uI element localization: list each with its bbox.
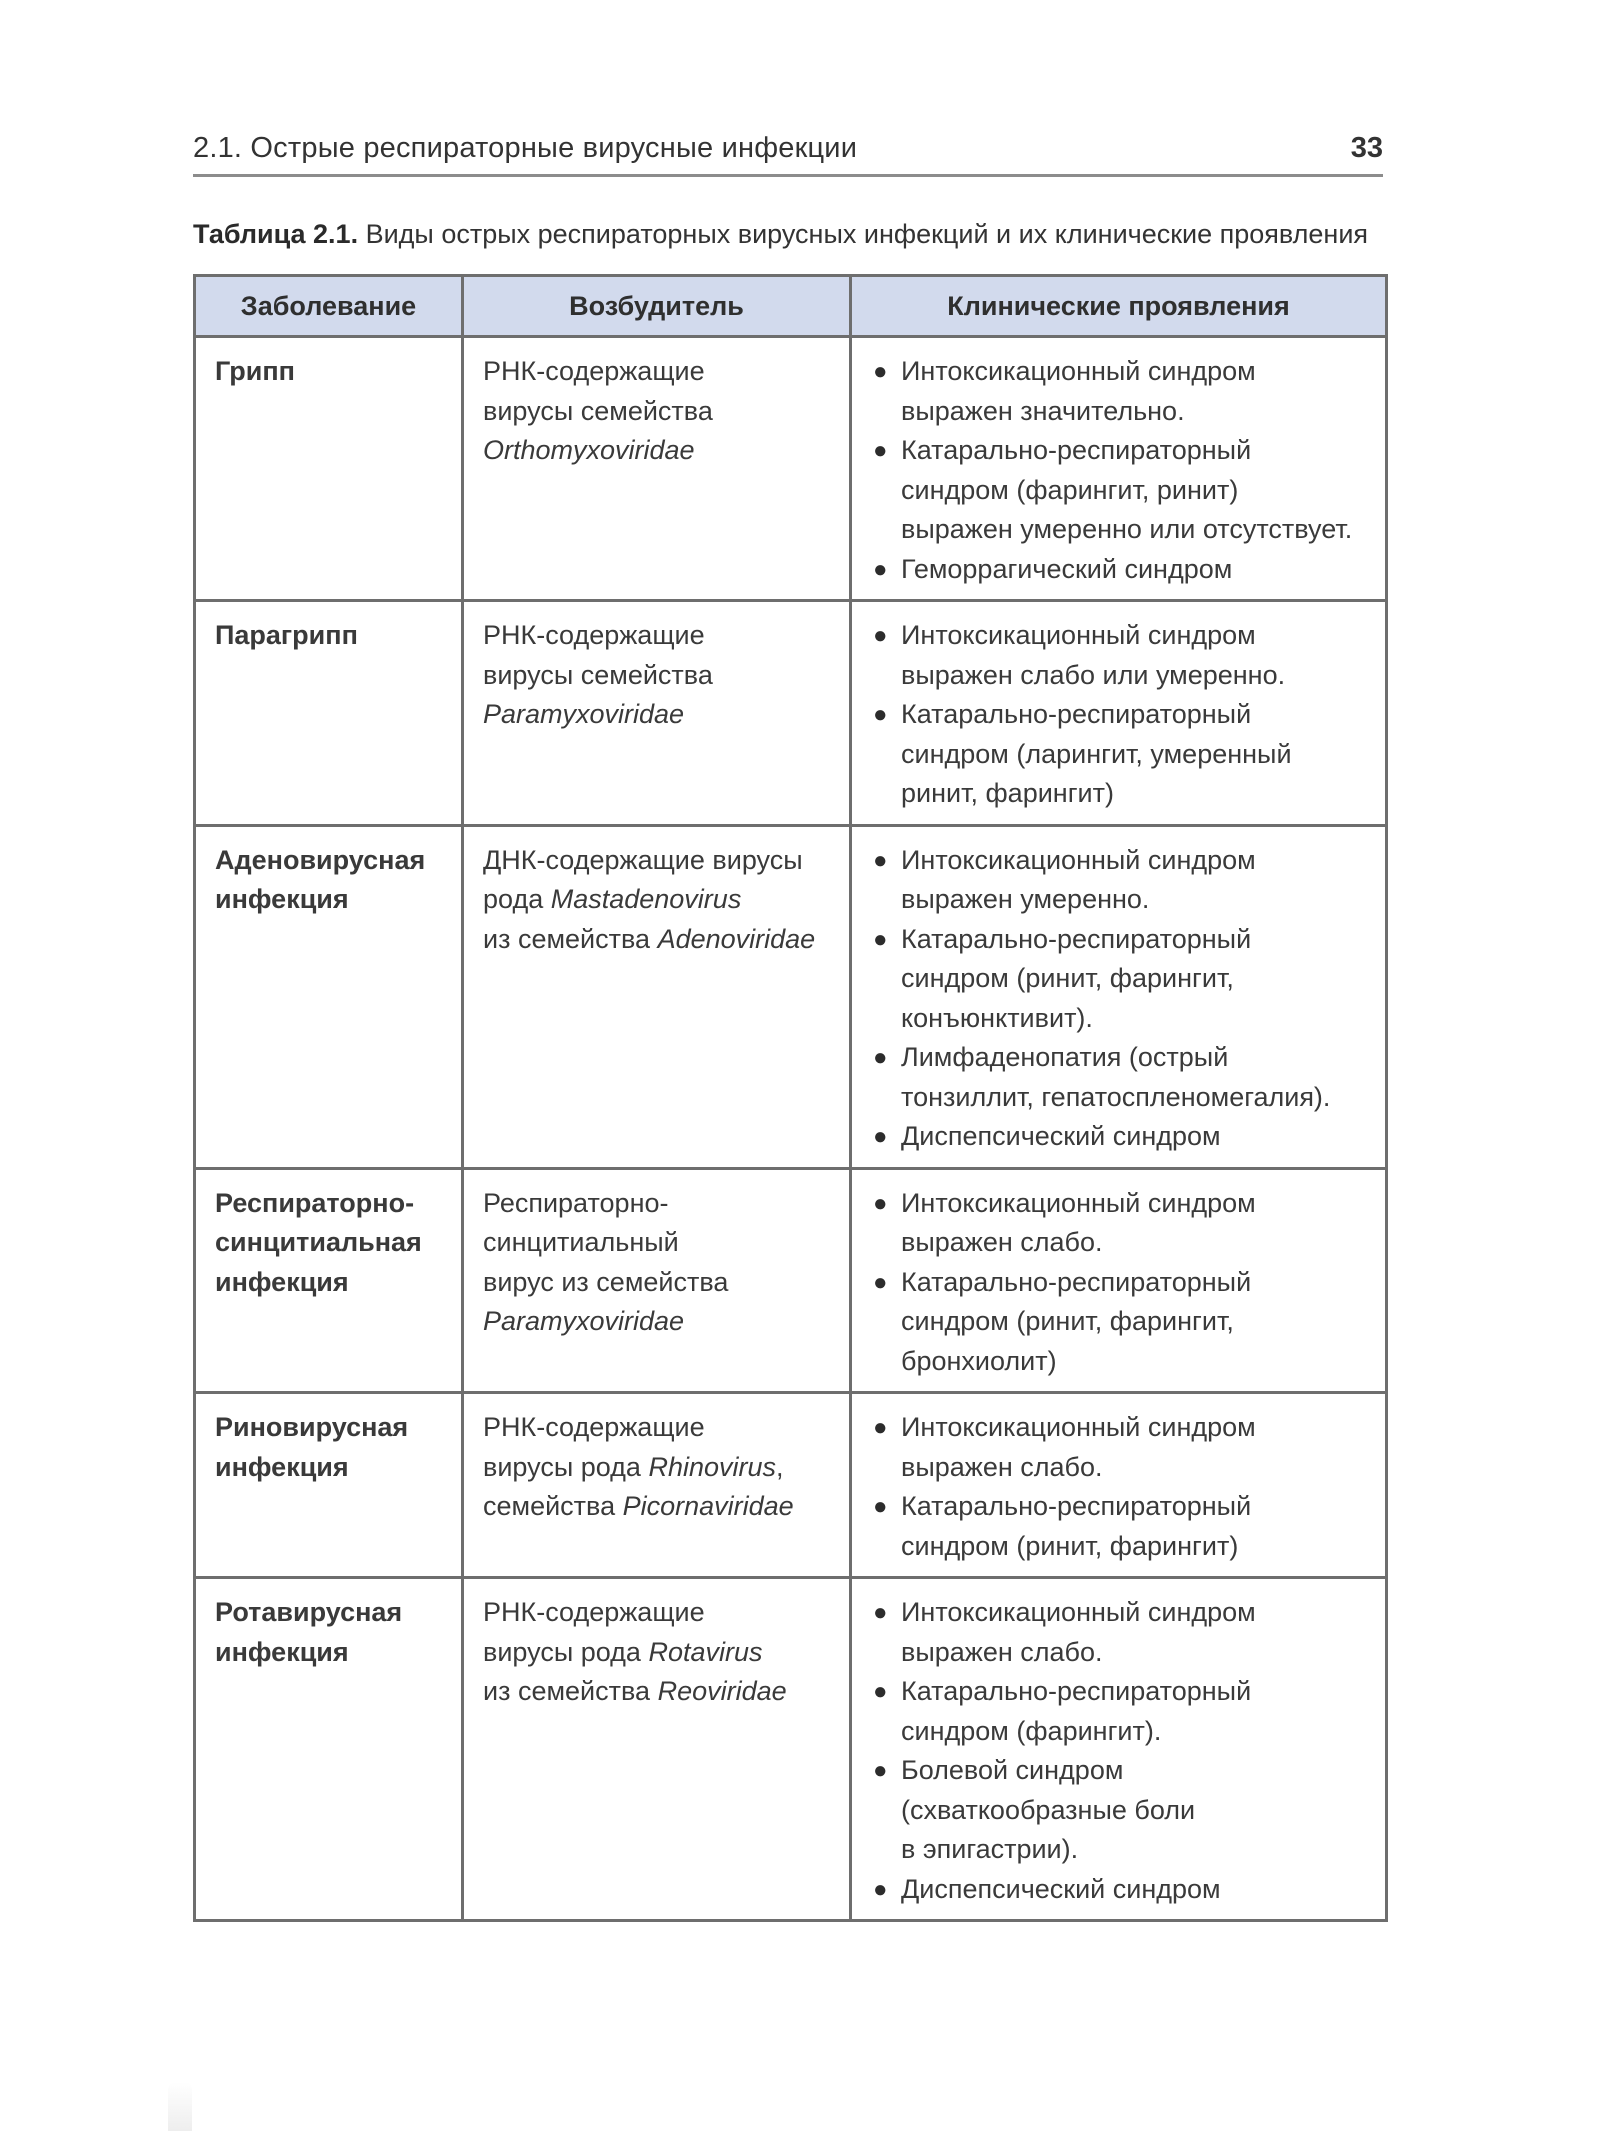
bullet-icon: ● bbox=[873, 846, 888, 874]
bullet-icon: ● bbox=[873, 925, 888, 953]
symptoms-cell bbox=[851, 601, 1387, 826]
symptom-line: выражен слабо или умеренно. bbox=[901, 659, 1286, 690]
symptoms-cell bbox=[851, 1393, 1387, 1578]
page-number: 33 bbox=[1350, 132, 1383, 164]
disease-name-line: Грипп bbox=[215, 356, 295, 386]
symptom-line: Катарально-респираторный bbox=[901, 1266, 1252, 1297]
table-row bbox=[195, 825, 1387, 1168]
symptoms-list bbox=[871, 1593, 1367, 1909]
symptom-line: Лимфаденопатия (острый bbox=[901, 1042, 1229, 1072]
agent-line bbox=[483, 392, 831, 432]
symptoms-cell bbox=[851, 1578, 1387, 1921]
symptom-line: Диспепсический синдром bbox=[901, 1121, 1221, 1151]
bullet-icon: ● bbox=[873, 1493, 888, 1520]
symptom-item bbox=[871, 431, 1367, 550]
agent-text: вирусы семейства bbox=[483, 659, 713, 690]
agent-line bbox=[483, 1263, 831, 1303]
table-row bbox=[195, 1168, 1387, 1393]
symptom-line: Интоксикационный синдром bbox=[901, 356, 1256, 386]
symptom-line: Катарально-респираторный bbox=[901, 1676, 1252, 1706]
agent-line bbox=[483, 695, 831, 735]
disease-cell bbox=[195, 1578, 463, 1921]
symptom-item bbox=[871, 1487, 1367, 1566]
symptom-line: синдром (ринит, фарингит, bbox=[901, 1306, 1234, 1336]
bullet-icon: ● bbox=[873, 622, 888, 649]
table-row bbox=[195, 601, 1387, 826]
disease-name-line: Ротавирусная bbox=[215, 1597, 403, 1627]
disease-cell bbox=[195, 601, 463, 826]
agent-text: Респираторно- bbox=[483, 1187, 669, 1218]
bullet-icon: ● bbox=[873, 1678, 888, 1705]
symptom-line: Интоксикационный синдром bbox=[901, 1412, 1256, 1442]
table-row bbox=[195, 337, 1387, 601]
agent-line bbox=[483, 352, 831, 392]
bullet-icon: ● bbox=[873, 437, 888, 464]
bullet-icon: ● bbox=[873, 1414, 888, 1441]
symptom-item bbox=[871, 1870, 1367, 1910]
symptom-line: синдром (ринит, фарингит, bbox=[901, 963, 1234, 993]
agent-line bbox=[483, 431, 831, 471]
disease-name-line: Парагрипп bbox=[215, 620, 358, 650]
agent-text: синцитиальный bbox=[483, 1227, 679, 1257]
symptom-line: синдром (ларингит, умеренный bbox=[901, 738, 1292, 769]
symptoms-list bbox=[871, 1408, 1367, 1566]
symptom-line: Катарально-респираторный bbox=[901, 1491, 1252, 1521]
table-body bbox=[195, 337, 1387, 1921]
symptom-line: в эпигастрии). bbox=[901, 1834, 1079, 1864]
symptom-item bbox=[871, 1038, 1367, 1117]
symptom-item bbox=[871, 920, 1367, 1039]
symptom-line: бронхиолит) bbox=[901, 1345, 1057, 1376]
agent-line bbox=[483, 1633, 831, 1673]
infections-table bbox=[193, 274, 1388, 1922]
agent-text: рода bbox=[483, 884, 551, 914]
symptom-line: тонзиллит, гепатоспленомегалия). bbox=[901, 1081, 1331, 1112]
scan-artifact bbox=[168, 2082, 192, 2131]
agent-line bbox=[483, 880, 831, 920]
bullet-icon: ● bbox=[873, 1044, 888, 1071]
symptom-item bbox=[871, 1672, 1367, 1751]
agent-text: вирусы рода bbox=[483, 1451, 649, 1482]
taxon-name: Orthomyxoviridae bbox=[483, 435, 695, 465]
disease-cell bbox=[195, 825, 463, 1168]
table-row bbox=[195, 1393, 1387, 1578]
symptom-line: синдром (фарингит, ринит) bbox=[901, 474, 1239, 505]
taxon-name: Mastadenovirus bbox=[550, 884, 742, 914]
agent-cell bbox=[463, 337, 851, 601]
symptoms-cell bbox=[851, 825, 1387, 1168]
symptom-line: Катарально-респираторный bbox=[901, 699, 1252, 729]
bullet-icon: ● bbox=[873, 1123, 888, 1150]
table-caption bbox=[193, 214, 1393, 254]
disease-name-line: синцитиальная bbox=[215, 1227, 422, 1257]
column-header-disease: Заболевание bbox=[195, 276, 463, 337]
symptom-line: Геморрагический синдром bbox=[901, 553, 1233, 584]
bullet-icon: ● bbox=[873, 555, 888, 583]
agent-text: РНК-содержащие bbox=[483, 620, 705, 650]
bullet-icon: ● bbox=[873, 701, 888, 728]
symptom-line: Интоксикационный синдром bbox=[901, 844, 1256, 875]
symptoms-list bbox=[871, 616, 1367, 814]
symptom-line: Катарально-респираторный bbox=[901, 435, 1252, 465]
taxon-name: Picornaviridae bbox=[622, 1491, 794, 1521]
disease-name-line: инфекция bbox=[215, 1636, 349, 1667]
symptom-line: синдром (фарингит). bbox=[901, 1715, 1162, 1746]
taxon-name: Reoviridae bbox=[657, 1676, 787, 1706]
table-caption-text: Виды острых респираторных вирусных инфекций и их клинические проявления bbox=[358, 219, 1369, 249]
agent-line bbox=[483, 1672, 831, 1712]
agent-text: вирус из семейства bbox=[483, 1266, 729, 1297]
section-title: 2.1. Острые респираторные вирусные инфекции bbox=[193, 132, 858, 164]
agent-text: ДНК-содержащие вирусы bbox=[483, 844, 803, 875]
symptom-line: (схваткообразные боли bbox=[901, 1794, 1196, 1825]
symptom-line: выражен умеренно или отсутствует. bbox=[901, 514, 1353, 544]
symptom-item bbox=[871, 1751, 1367, 1870]
symptoms-cell bbox=[851, 1168, 1387, 1393]
disease-cell bbox=[195, 1168, 463, 1393]
agent-cell bbox=[463, 1578, 851, 1921]
symptom-item bbox=[871, 695, 1367, 814]
disease-name-line: инфекция bbox=[215, 1266, 349, 1297]
agent-line bbox=[483, 616, 831, 656]
symptom-line: ринит, фарингит) bbox=[901, 778, 1114, 808]
symptom-line: выражен умеренно. bbox=[901, 884, 1150, 914]
symptom-line: Диспепсический синдром bbox=[901, 1873, 1221, 1904]
agent-line bbox=[483, 1408, 831, 1448]
symptom-line: выражен слабо. bbox=[901, 1227, 1103, 1257]
agent-line bbox=[483, 920, 831, 960]
symptom-line: Болевой синдром bbox=[901, 1755, 1124, 1785]
agent-text: вирусы рода bbox=[483, 1636, 649, 1667]
symptoms-list bbox=[871, 1184, 1367, 1382]
taxon-name: Rotavirus bbox=[648, 1636, 763, 1667]
taxon-name: Paramyxoviridae bbox=[483, 1306, 685, 1336]
agent-text: РНК-содержащие bbox=[483, 1412, 705, 1442]
symptom-item bbox=[871, 1184, 1367, 1263]
symptom-line: выражен значительно. bbox=[901, 395, 1185, 426]
agent-cell bbox=[463, 601, 851, 826]
bullet-icon: ● bbox=[873, 1599, 888, 1626]
symptom-line: выражен слабо. bbox=[901, 1451, 1103, 1482]
symptom-item bbox=[871, 841, 1367, 920]
symptom-item bbox=[871, 1263, 1367, 1382]
agent-line bbox=[483, 1223, 831, 1263]
bullet-icon: ● bbox=[873, 1875, 888, 1903]
taxon-name: Rhinovirus bbox=[648, 1451, 777, 1482]
bullet-icon: ● bbox=[873, 1757, 888, 1784]
agent-cell bbox=[463, 1393, 851, 1578]
symptom-line: конъюнктивит). bbox=[901, 1002, 1093, 1033]
bullet-icon: ● bbox=[873, 1189, 888, 1217]
agent-text: вирусы семейства bbox=[483, 395, 713, 426]
symptom-item bbox=[871, 352, 1367, 431]
symptom-line: Интоксикационный синдром bbox=[901, 1597, 1256, 1627]
agent-line bbox=[483, 1593, 831, 1633]
symptom-line: Катарально-респираторный bbox=[901, 923, 1252, 954]
disease-name-line: инфекция bbox=[215, 1451, 349, 1482]
agent-line bbox=[483, 841, 831, 881]
symptoms-list bbox=[871, 841, 1367, 1157]
agent-text: , bbox=[776, 1451, 784, 1482]
table-row bbox=[195, 1578, 1387, 1921]
disease-name-line: Респираторно- bbox=[215, 1187, 415, 1218]
disease-name-line: инфекция bbox=[215, 884, 349, 914]
column-header-agent: Возбудитель bbox=[463, 276, 851, 337]
agent-line bbox=[483, 656, 831, 696]
disease-name-line: Риновирусная bbox=[215, 1412, 409, 1442]
symptoms-list bbox=[871, 352, 1367, 589]
running-header bbox=[193, 126, 1383, 177]
agent-cell bbox=[463, 825, 851, 1168]
bullet-icon: ● bbox=[873, 1268, 888, 1296]
taxon-name: Paramyxoviridae bbox=[483, 699, 685, 729]
agent-text: РНК-содержащие bbox=[483, 356, 705, 386]
agent-cell bbox=[463, 1168, 851, 1393]
symptom-item bbox=[871, 1408, 1367, 1487]
symptom-line: синдром (ринит, фарингит) bbox=[901, 1530, 1239, 1561]
disease-cell bbox=[195, 1393, 463, 1578]
bullet-icon: ● bbox=[873, 358, 888, 385]
agent-line bbox=[483, 1184, 831, 1224]
taxon-name: Adenoviridae bbox=[657, 923, 816, 954]
symptom-item bbox=[871, 550, 1367, 590]
agent-line bbox=[483, 1487, 831, 1527]
agent-text: из семейства bbox=[483, 1676, 658, 1706]
agent-text: из семейства bbox=[483, 923, 658, 954]
agent-text: РНК-содержащие bbox=[483, 1597, 705, 1627]
agent-line bbox=[483, 1448, 831, 1488]
table-caption-label: Таблица 2.1. bbox=[193, 219, 359, 249]
symptom-item bbox=[871, 1593, 1367, 1672]
symptom-line: Интоксикационный синдром bbox=[901, 1187, 1256, 1218]
symptoms-cell bbox=[851, 337, 1387, 601]
symptom-line: Интоксикационный синдром bbox=[901, 620, 1256, 650]
symptom-item bbox=[871, 616, 1367, 695]
symptom-line: выражен слабо. bbox=[901, 1636, 1103, 1667]
table-header-row bbox=[195, 276, 1387, 337]
agent-text: семейства bbox=[483, 1491, 623, 1521]
disease-cell bbox=[195, 337, 463, 601]
disease-name-line: Аденовирусная bbox=[215, 844, 426, 875]
agent-line bbox=[483, 1302, 831, 1342]
symptom-item bbox=[871, 1117, 1367, 1157]
column-header-symptoms: Клинические проявления bbox=[851, 276, 1387, 337]
